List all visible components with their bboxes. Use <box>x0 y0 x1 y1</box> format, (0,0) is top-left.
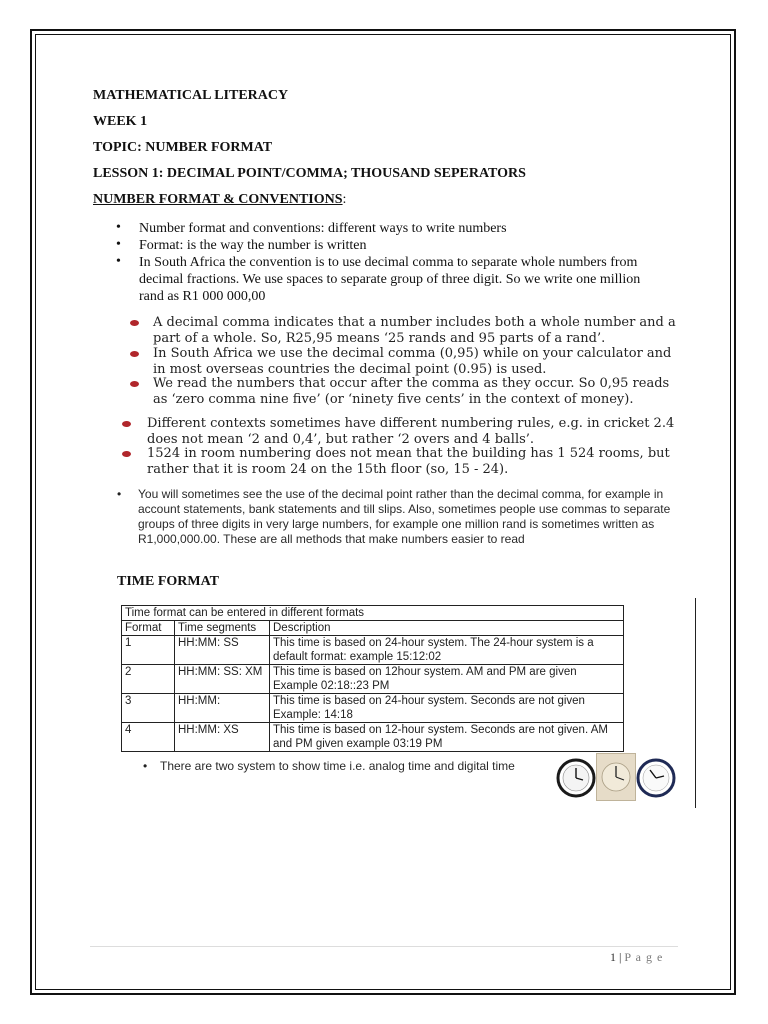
bullet-text: In South Africa the convention is to use decimal comma to separate whole numbers from decimal fractions. We use spaces to separate group of three digit. So we write one million rand as R1 000 000,00 <box>139 255 641 304</box>
bullet-text: Number format and conventions: different ways to write numbers <box>139 221 507 236</box>
page-word: P a g e <box>624 950 664 964</box>
note-text: 1524 in room numbering does not mean that the building has 1 524 rooms, but rather that it is room 24 on the 15th floor (so, 15 - 24). <box>147 446 670 477</box>
column-header: Format <box>122 621 175 636</box>
decimal-point-note: You will sometimes see the use of the decimal point rather than the decimal comma, for example in account statements, bank statements and till slips. Also, sometimes people use commas to separate groups of three digits in very large numbers, for example one million rand is sometimes written as R1,000,000.00. These are all methods that make numbers easier to read <box>138 487 671 546</box>
footer-rule <box>90 946 678 947</box>
red-bullet-icon <box>130 351 139 357</box>
table-cell: HH:MM: XS <box>175 723 270 752</box>
table-row <box>122 636 624 665</box>
section-heading <box>93 192 346 208</box>
table-cell: HH:MM: SS: XM <box>175 665 270 694</box>
week-heading: WEEK 1 <box>93 114 148 129</box>
column-header: Time segments <box>175 621 270 636</box>
red-bullet-icon <box>130 381 139 387</box>
table-cell: 3 <box>122 694 175 723</box>
table-cell: This time is based on 12hour system. AM and PM are given Example 02:18::23 PM <box>270 665 624 694</box>
navy-wall-clock-icon <box>636 755 676 801</box>
square-wall-clock-icon <box>596 753 636 801</box>
page-number: 1 <box>610 950 616 964</box>
round-wall-clock-icon <box>556 755 596 801</box>
note-text: A decimal comma indicates that a number includes both a whole number and a part of a whole. So, R25,95 means ‘25 rands and 95 parts of a rand’. <box>153 315 676 346</box>
table-cell: 4 <box>122 723 175 752</box>
note-text: In South Africa we use the decimal comma (0,95) while on your calculator and in most overseas countries the decimal point (0.95) is used. <box>153 346 672 377</box>
subject-heading: MATHEMATICAL LITERACY <box>93 88 289 103</box>
bullet-marker: • <box>143 759 148 773</box>
table-cell: HH:MM: SS <box>175 636 270 665</box>
red-bullet-icon <box>122 421 131 427</box>
table-row <box>122 665 624 694</box>
section-heading-colon: : <box>342 192 347 207</box>
table-cell: This time is based on 24-hour system. Seconds are not given Example: 14:18 <box>270 694 624 723</box>
table-cell: This time is based on 12-hour system. Seconds are not given. AM and PM given example 03:19 PM <box>270 723 624 752</box>
red-bullet-icon <box>130 320 139 326</box>
note-text: We read the numbers that occur after the comma as they occur. So 0,95 reads as ‘zero comma nine five’ (or ‘ninety five cents’ in the context of money). <box>153 376 670 407</box>
bullet-text: Format: is the way the number is written <box>139 238 367 253</box>
bullet-marker: • <box>116 237 121 252</box>
table-cell: 2 <box>122 665 175 694</box>
bullet-marker: • <box>117 487 122 501</box>
lesson-heading: LESSON 1: DECIMAL POINT/COMMA; THOUSAND SEPERATORS <box>93 166 526 181</box>
table-cell: This time is based on 24-hour system. The 24-hour system is a default format: example 15:12:02 <box>270 636 624 665</box>
vertical-divider <box>695 598 696 808</box>
table-caption-row <box>122 606 624 621</box>
time-format-heading: TIME FORMAT <box>117 574 220 589</box>
section-heading-text: NUMBER FORMAT & CONVENTIONS <box>93 192 343 207</box>
time-format-table <box>121 605 624 752</box>
table-header-row <box>122 621 624 636</box>
page-separator: | <box>619 950 622 964</box>
table-cell: HH:MM: <box>175 694 270 723</box>
red-bullet-icon <box>122 451 131 457</box>
bullet-marker: • <box>116 220 121 235</box>
bullet-marker: • <box>116 254 121 269</box>
note-text: Different contexts sometimes have different numbering rules, e.g. in cricket 2.4 does not mean ‘2 and 0,4’, but rather ‘2 overs and 4 balls’. <box>147 416 675 447</box>
topic-heading: TOPIC: NUMBER FORMAT <box>93 140 273 155</box>
analog-digital-note: There are two system to show time i.e. analog time and digital time <box>160 759 515 773</box>
table-row <box>122 694 624 723</box>
column-header: Description <box>270 621 624 636</box>
table-cell: 1 <box>122 636 175 665</box>
table-caption: Time format can be entered in different formats <box>122 606 624 621</box>
table-row <box>122 723 624 752</box>
page-footer <box>610 950 663 965</box>
